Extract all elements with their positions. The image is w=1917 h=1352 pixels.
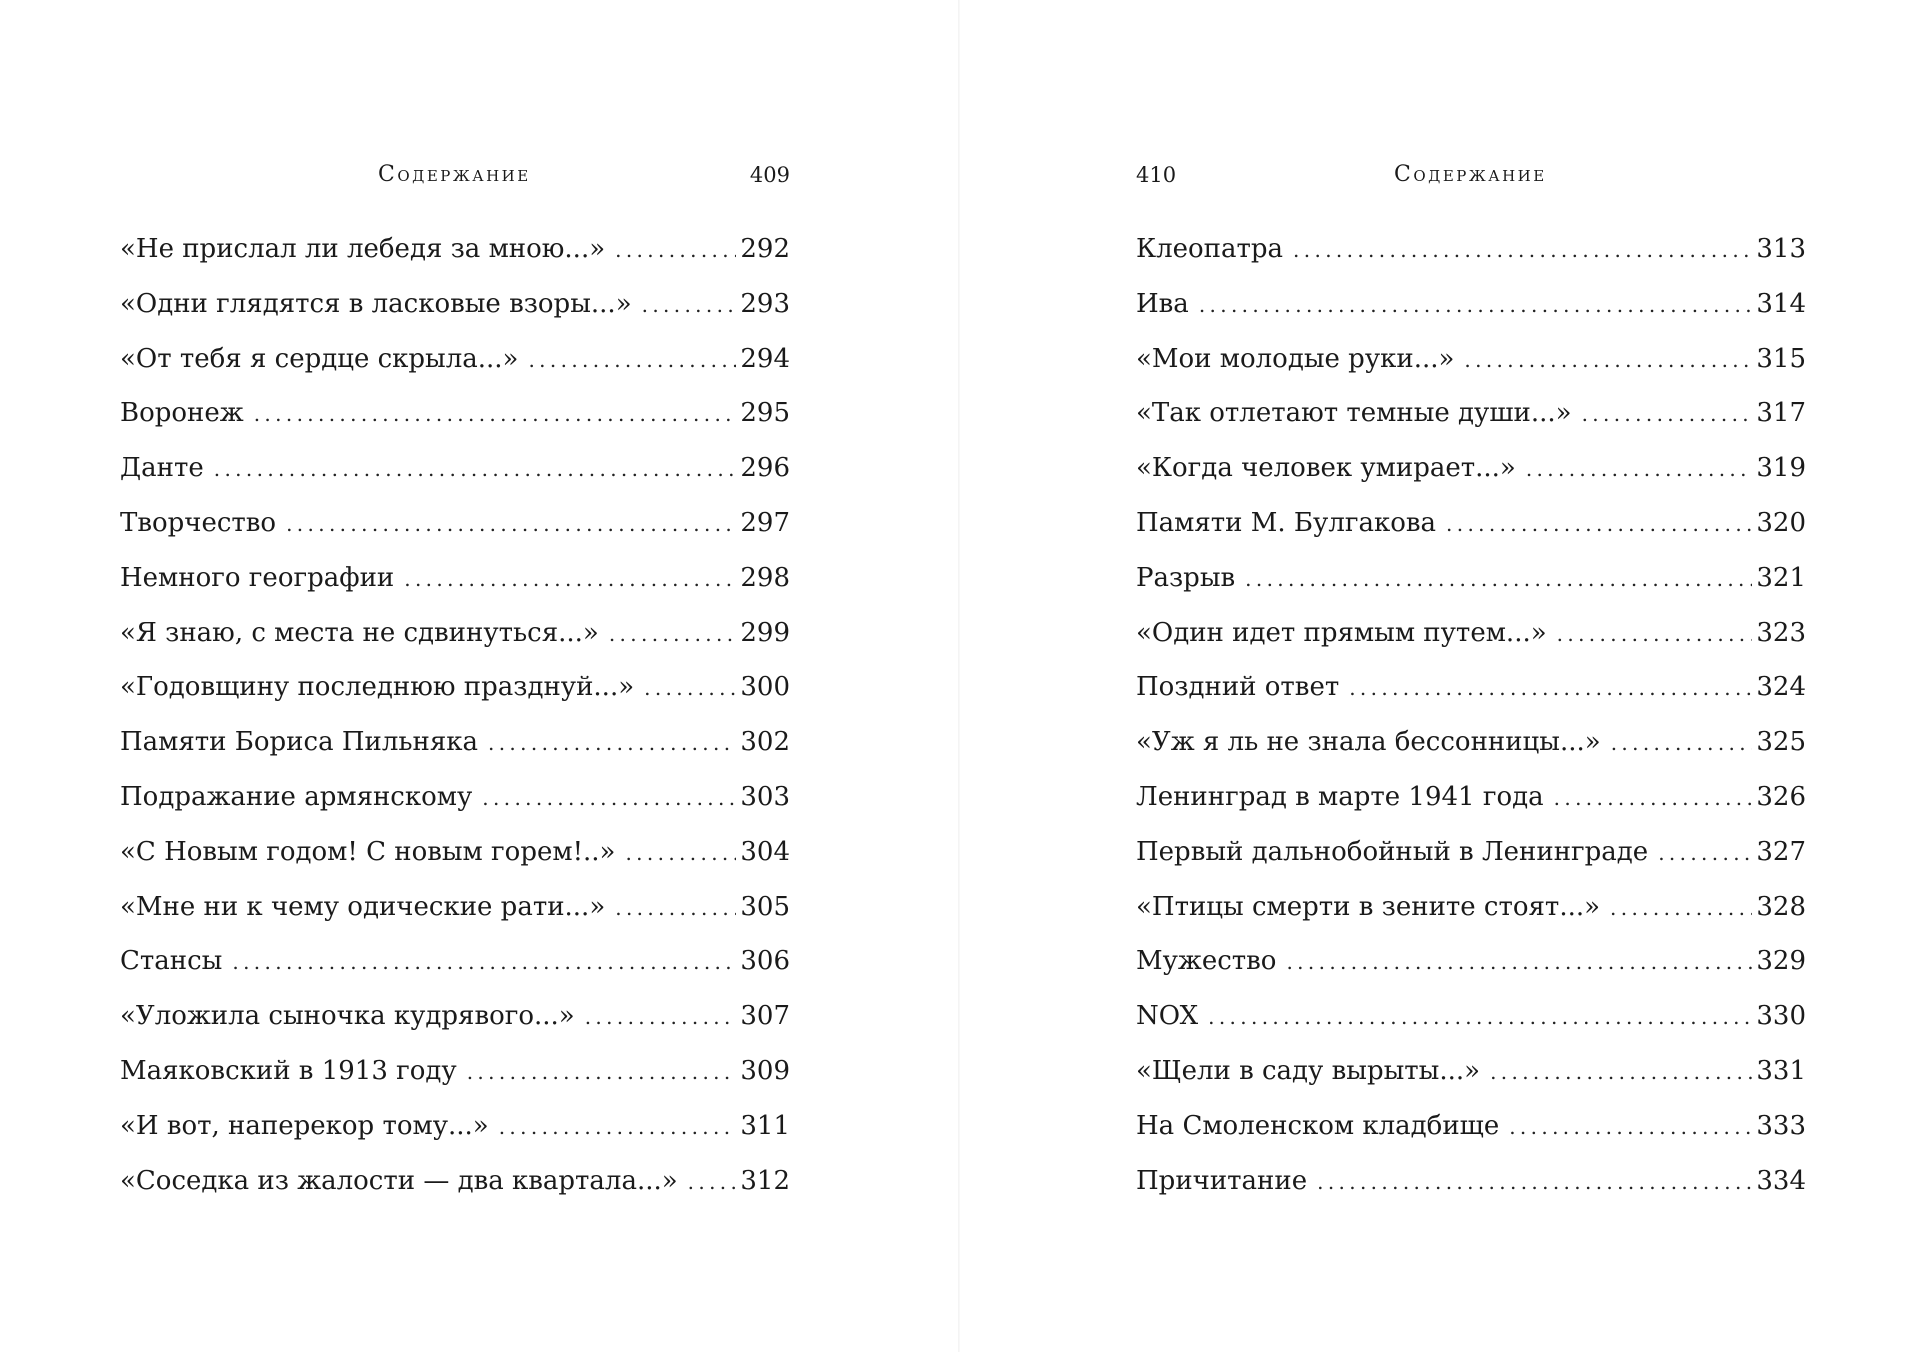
running-title: Содержание: [378, 162, 531, 187]
toc-entry-page: 299: [740, 617, 790, 648]
toc-entry: [120, 660, 790, 715]
page-number: 410: [1136, 163, 1177, 187]
dot-leader: [1349, 661, 1752, 716]
toc-entry-title: «Не прислал ли лебедя за мною...»: [120, 234, 606, 264]
toc-entry-title: «Уж я ль не знала бессонницы...»: [1136, 727, 1601, 758]
dot-leader: [1245, 552, 1752, 607]
toc-entry-title: «Один идет прямым путем...»: [1136, 617, 1547, 648]
toc-entry-title: «Я знаю, с места не сдвинуться...»: [120, 617, 599, 648]
toc-entry-page: 327: [1756, 836, 1806, 867]
dot-leader: [1286, 935, 1752, 990]
toc-entry-title: «От тебя я сердце скрыла...»: [120, 343, 519, 374]
toc-entry: [120, 770, 790, 825]
toc-entry-title: Данте: [120, 453, 204, 484]
toc-entry-page: 330: [1756, 1001, 1806, 1032]
toc-entry-title: «Мои молодые руки...»: [1136, 343, 1455, 374]
toc-entry: [120, 496, 790, 551]
toc-entry-title: «Уложила сыночка кудрявого...»: [120, 1001, 575, 1032]
dot-leader: [1610, 881, 1752, 936]
toc-entry-title: Немного географии: [120, 562, 395, 593]
toc-entry-page: 319: [1756, 453, 1806, 484]
toc-entry-page: 303: [740, 781, 790, 812]
toc-entry-page: 297: [740, 507, 790, 538]
dot-leader: [488, 716, 736, 771]
toc-entry: [1136, 1154, 1806, 1209]
toc-entry-title: «Одни глядятся в ласковые взоры...»: [120, 288, 632, 319]
toc-entry: [120, 1099, 790, 1154]
toc-entry-page: 296: [740, 453, 790, 484]
toc-entry: [120, 989, 790, 1044]
toc-entry-title: Поздний ответ: [1136, 672, 1340, 703]
toc-entry: [120, 277, 790, 332]
toc-entry: [1136, 496, 1806, 551]
toc-entry-page: 309: [740, 1055, 790, 1086]
dot-leader: [1554, 771, 1753, 826]
dot-leader: [585, 990, 737, 1045]
toc-entry-page: 294: [740, 343, 790, 374]
toc-entry-title: Ленинград в марте 1941 года: [1136, 781, 1544, 812]
toc-entry-page: 295: [740, 398, 790, 429]
toc-entry-title: На Смоленском кладбище: [1136, 1110, 1500, 1141]
toc-entry-title: NOX: [1136, 1001, 1199, 1032]
dot-leader: [528, 333, 736, 388]
toc-entry: [1136, 386, 1806, 441]
toc-entry: [1136, 222, 1806, 277]
dot-leader: [286, 497, 736, 552]
toc-entry-title: Ива: [1136, 288, 1189, 319]
toc-entry: [1136, 332, 1806, 387]
book-gutter: [958, 0, 960, 1352]
toc-entry: [120, 1154, 790, 1209]
toc-entry-page: 312: [740, 1165, 790, 1196]
toc-entry-page: 329: [1756, 946, 1806, 977]
dot-leader: [644, 661, 736, 716]
toc-entry: [120, 441, 790, 496]
toc-entry-title: Первый дальнобойный в Ленинграде: [1136, 836, 1649, 867]
toc-entry-page: 333: [1756, 1110, 1806, 1141]
toc-entry: [1136, 989, 1806, 1044]
toc-entry-page: 313: [1756, 234, 1806, 264]
toc-entry-title: Разрыв: [1136, 562, 1236, 593]
toc-entry-page: 306: [740, 946, 790, 977]
dot-leader: [404, 552, 736, 607]
dot-leader: [688, 1155, 737, 1210]
dot-leader: [1446, 497, 1752, 552]
toc-entry-title: Стансы: [120, 946, 223, 977]
toc-entry-page: 324: [1756, 672, 1806, 703]
running-head: [120, 160, 790, 190]
toc-entry-page: 323: [1756, 617, 1806, 648]
toc-entry: [1136, 825, 1806, 880]
toc-entry-page: 320: [1756, 507, 1806, 538]
table-of-contents: [120, 222, 790, 1208]
dot-leader: [625, 826, 736, 881]
dot-leader: [467, 1045, 737, 1100]
toc-entry-title: Памяти Бориса Пильняка: [120, 727, 478, 758]
toc-entry-page: 300: [740, 672, 790, 703]
toc-entry: [1136, 880, 1806, 935]
toc-entry-title: Воронеж: [120, 398, 244, 429]
toc-entry-page: 304: [740, 836, 790, 867]
toc-entry: [1136, 660, 1806, 715]
toc-entry-title: Подражание армянскому: [120, 781, 473, 812]
dot-leader: [1557, 607, 1753, 662]
table-of-contents: [1136, 222, 1806, 1208]
toc-entry: [1136, 934, 1806, 989]
toc-entry-page: 298: [740, 562, 790, 593]
toc-entry-title: «Когда человек умирает...»: [1136, 453, 1516, 484]
dot-leader: [1317, 1155, 1752, 1210]
toc-entry-title: «Годовщину последнюю празднуй...»: [120, 672, 635, 703]
dot-leader: [1208, 990, 1752, 1045]
running-head: [1136, 160, 1806, 190]
toc-entry-page: 325: [1756, 727, 1806, 758]
toc-entry-page: 315: [1756, 343, 1806, 374]
dot-leader: [1526, 442, 1753, 497]
toc-entry-page: 311: [740, 1110, 790, 1141]
toc-entry-page: 293: [740, 288, 790, 319]
toc-entry-page: 328: [1756, 891, 1806, 922]
toc-entry-page: 292: [740, 234, 790, 264]
dot-leader: [1490, 1045, 1752, 1100]
toc-entry: [120, 551, 790, 606]
toc-entry: [120, 606, 790, 661]
toc-entry-title: Клеопатра: [1136, 234, 1284, 264]
dot-leader: [1293, 223, 1752, 278]
dot-leader: [1611, 716, 1753, 771]
toc-entry: [1136, 1044, 1806, 1099]
toc-entry: [120, 934, 790, 989]
dot-leader: [482, 771, 736, 826]
dot-leader: [254, 387, 737, 442]
dot-leader: [615, 223, 736, 278]
toc-entry: [1136, 551, 1806, 606]
dot-leader: [1658, 826, 1752, 881]
toc-entry-title: Памяти М. Булгакова: [1136, 507, 1437, 538]
toc-entry-page: 305: [740, 891, 790, 922]
toc-entry-title: Мужество: [1136, 946, 1277, 977]
toc-entry: [120, 332, 790, 387]
toc-entry: [1136, 441, 1806, 496]
dot-leader: [1199, 278, 1753, 333]
toc-entry: [120, 715, 790, 770]
toc-entry: [1136, 715, 1806, 770]
toc-entry-page: 317: [1756, 398, 1806, 429]
toc-entry: [120, 386, 790, 441]
toc-entry: [120, 222, 790, 277]
dot-leader: [642, 278, 737, 333]
toc-entry-title: «Мне ни к чему одические рати...»: [120, 891, 606, 922]
toc-entry-title: «С Новым годом! С новым горем!..»: [120, 836, 616, 867]
dot-leader: [1582, 387, 1753, 442]
page-number: 409: [749, 163, 790, 187]
running-title: Содержание: [1394, 162, 1547, 187]
toc-entry-page: 326: [1756, 781, 1806, 812]
dot-leader: [1464, 333, 1752, 388]
toc-entry: [1136, 1099, 1806, 1154]
toc-entry-title: Маяковский в 1913 году: [120, 1055, 457, 1086]
toc-entry-title: «Птицы смерти в зените стоят...»: [1136, 891, 1601, 922]
dot-leader: [615, 881, 736, 936]
toc-entry-title: «Соседка из жалости — два квартала...»: [120, 1165, 678, 1196]
dot-leader: [214, 442, 737, 497]
toc-entry-title: «И вот, наперекор тому...»: [120, 1110, 489, 1141]
toc-entry-page: 314: [1756, 288, 1806, 319]
toc-entry-page: 334: [1756, 1165, 1806, 1196]
toc-entry: [120, 825, 790, 880]
toc-entry: [1136, 277, 1806, 332]
toc-entry-title: «Щели в саду вырыты...»: [1136, 1055, 1481, 1086]
toc-entry-page: 302: [740, 727, 790, 758]
toc-entry-page: 331: [1756, 1055, 1806, 1086]
toc-entry: [1136, 770, 1806, 825]
dot-leader: [609, 607, 737, 662]
toc-entry-page: 307: [740, 1001, 790, 1032]
dot-leader: [232, 935, 736, 990]
toc-entry-title: Творчество: [120, 507, 277, 538]
dot-leader: [1509, 1100, 1752, 1155]
toc-entry-title: Причитание: [1136, 1165, 1308, 1196]
toc-entry: [120, 1044, 790, 1099]
toc-entry: [1136, 606, 1806, 661]
toc-entry: [120, 880, 790, 935]
toc-entry-title: «Так отлетают темные души...»: [1136, 398, 1572, 429]
toc-entry-page: 321: [1756, 562, 1806, 593]
dot-leader: [499, 1100, 737, 1155]
